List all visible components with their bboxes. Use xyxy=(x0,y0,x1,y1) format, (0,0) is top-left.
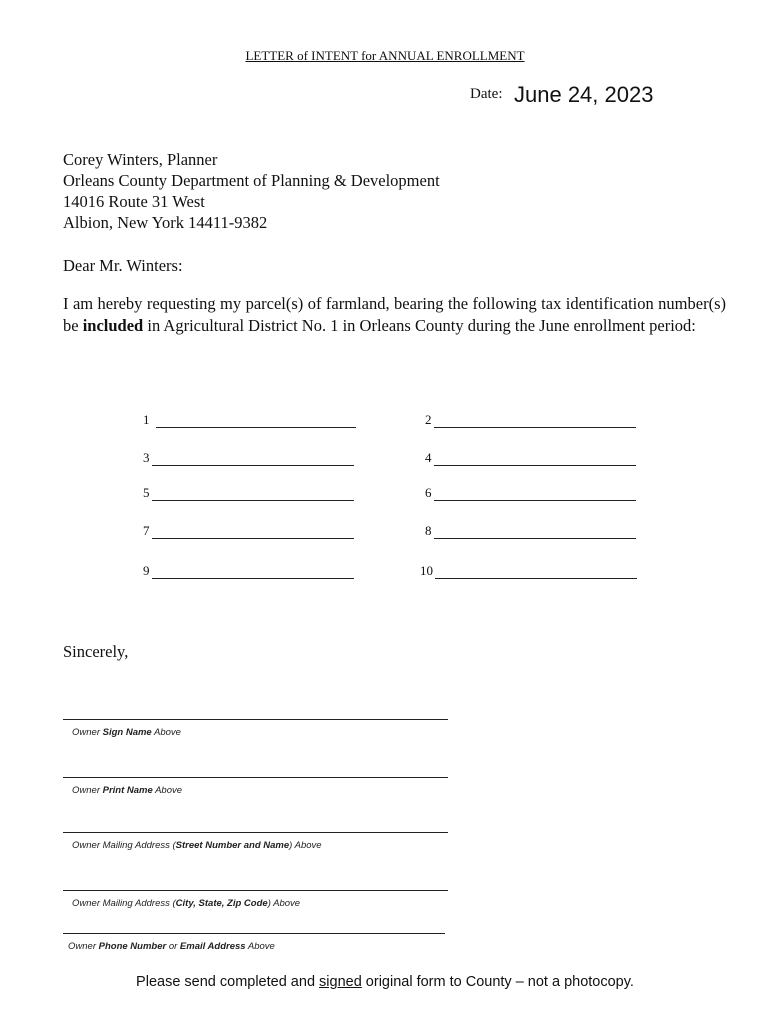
document-title: LETTER of INTENT for ANNUAL ENROLLMENT xyxy=(245,48,525,63)
tax-id-input-line[interactable] xyxy=(152,486,354,501)
recipient-name: Corey Winters, Planner xyxy=(63,150,218,169)
tax-id-field-7[interactable] xyxy=(143,523,354,539)
footer-instructions: Please send completed and signed original form to County – not a photocopy. xyxy=(136,974,634,990)
tax-id-field-3[interactable] xyxy=(143,450,354,466)
tax-id-number: 4 xyxy=(425,450,432,465)
salutation: Dear Mr. Winters: xyxy=(63,256,183,275)
tax-id-input-line[interactable] xyxy=(434,524,636,539)
request-text-end: in Agricultural District No. 1 in Orleans County during the June enrollment period: xyxy=(143,316,696,335)
tax-id-input-line[interactable] xyxy=(152,564,354,579)
date-value[interactable]: June 24, 2023 xyxy=(514,82,654,107)
request-text-start: I am hereby requesting my parcel(s) of farmland, bearing the following tax identification number(s) be xyxy=(63,294,726,335)
owner-print-name-line[interactable] xyxy=(63,777,448,778)
tax-id-input-line[interactable] xyxy=(434,451,636,466)
tax-id-number: 8 xyxy=(425,523,432,538)
tax-id-field-9[interactable] xyxy=(143,563,354,579)
owner-street-address-label: Owner Mailing Address (Street Number and Name) Above xyxy=(72,840,322,851)
tax-id-number: 2 xyxy=(425,412,432,427)
tax-id-number: 5 xyxy=(143,485,150,500)
recipient-department: Orleans County Department of Planning & Development xyxy=(63,171,440,190)
tax-id-input-line[interactable] xyxy=(152,451,354,466)
owner-street-address-line[interactable] xyxy=(63,832,448,833)
owner-phone-email-line[interactable] xyxy=(63,933,445,934)
tax-id-number: 10 xyxy=(420,563,433,578)
tax-id-number: 7 xyxy=(143,523,150,538)
tax-id-field-8[interactable] xyxy=(425,523,636,539)
owner-sign-name-label: Owner Sign Name Above xyxy=(72,727,181,738)
owner-sign-name-line[interactable] xyxy=(63,719,448,720)
owner-print-name-label: Owner Print Name Above xyxy=(72,785,183,796)
request-paragraph xyxy=(63,293,726,337)
owner-city-state-zip-line[interactable] xyxy=(63,890,448,891)
tax-id-field-1[interactable] xyxy=(143,412,356,428)
signed-word: signed xyxy=(319,974,362,990)
tax-id-input-line[interactable] xyxy=(156,413,356,428)
date-label: Date: xyxy=(470,86,503,102)
tax-id-field-10[interactable] xyxy=(420,563,637,579)
tax-id-field-4[interactable] xyxy=(425,450,636,466)
recipient-address xyxy=(63,149,440,233)
tax-id-input-line[interactable] xyxy=(434,413,636,428)
recipient-street: 14016 Route 31 West xyxy=(63,192,205,211)
tax-id-input-line[interactable] xyxy=(434,486,636,501)
tax-id-field-6[interactable] xyxy=(425,485,636,501)
tax-id-number: 6 xyxy=(425,485,432,500)
tax-id-number: 1 xyxy=(143,412,150,427)
tax-id-number: 9 xyxy=(143,563,150,578)
tax-id-field-5[interactable] xyxy=(143,485,354,501)
owner-phone-email-label: Owner Phone Number or Email Address Above xyxy=(68,941,275,952)
tax-id-input-line[interactable] xyxy=(435,564,637,579)
closing: Sincerely, xyxy=(63,642,129,661)
tax-id-number: 3 xyxy=(143,450,150,465)
request-text-bold: included xyxy=(82,316,144,335)
recipient-city: Albion, New York 14411-9382 xyxy=(63,213,268,232)
owner-city-state-zip-label: Owner Mailing Address (City, State, Zip Code) Above xyxy=(72,898,301,909)
tax-id-input-line[interactable] xyxy=(152,524,354,539)
tax-id-field-2[interactable] xyxy=(425,412,636,428)
